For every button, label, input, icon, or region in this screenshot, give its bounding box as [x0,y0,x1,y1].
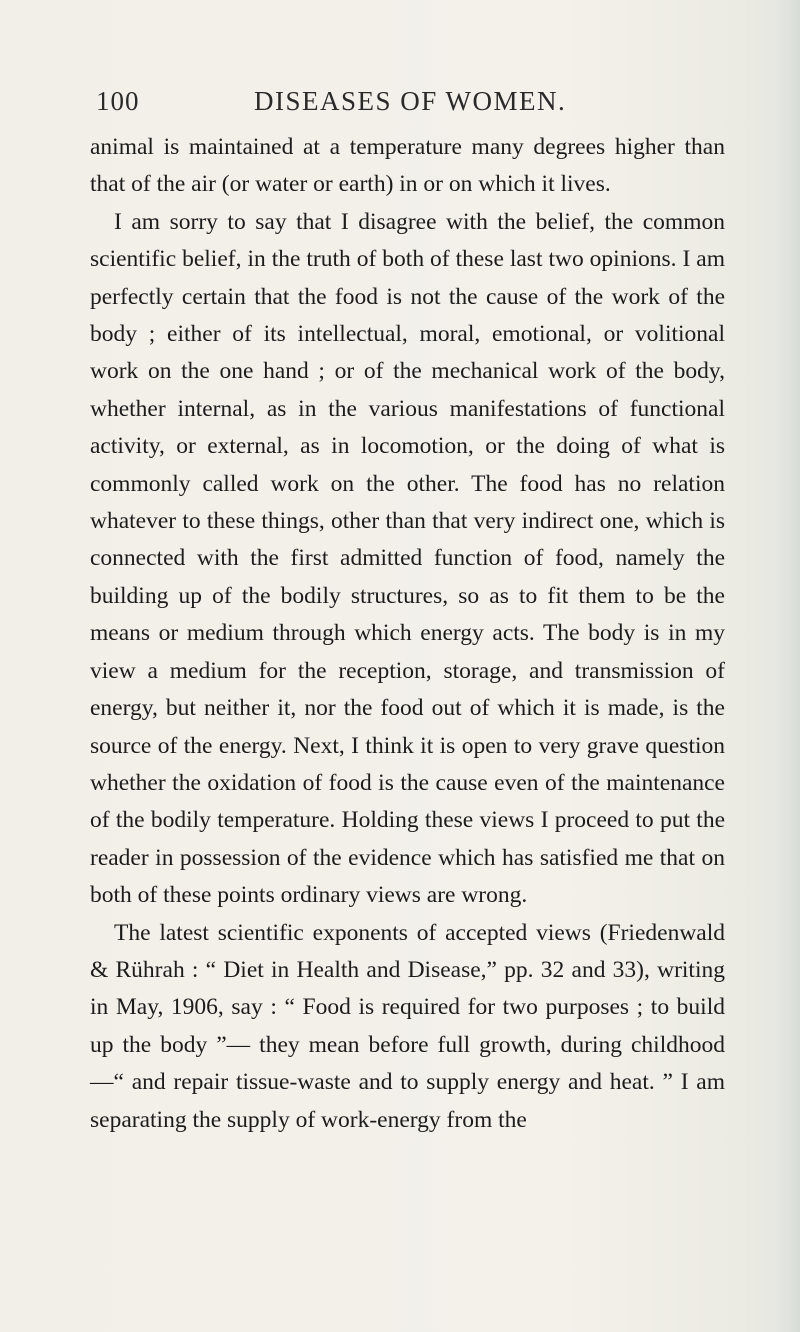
body-text [90,129,725,1139]
paragraph: The latest scientific exponents of accepted views (Friedenwald & Rührah : “ Diet in Health and Disease,” pp. 32 and 33), writing in May, 1906, say : “ Food is required for two purposes ; to build up the body ”— they mean before full growth, during childhood—“ and repair tissue-waste and to supply energy and heat. ” I am separating the supply of work-energy from the [90,919,725,1133]
paragraph-continued: animal is maintained at a temperature many degrees higher than that of the air (or water or earth) in or on which it lives. [90,134,725,198]
running-title: DISEASES OF WOMEN. [254,86,567,116]
page-edge-shadow [774,0,800,1332]
paragraph: I am sorry to say that I disagree with the belief, the common scientific belief, in the truth of both of these last two opinions. I am perfectly certain that the food is not the cause of the work of the body ; either of its intellectual, moral, emotional, or volitional work on the one hand ; or of the mechanical work of the body, whether internal, as in the various manifestations of functional activity, or external, as in locomotion, or the doing of what is commonly called work on the other. The food has no relation whatever to these things, other than that very indirect one, which is connected with the first admitted function of food, namely the building up of the bodily structures, so as to fit them to be the means or medium through which energy acts. The body is in my view a medium for the reception, storage, and transmission of energy, but neither it, nor the food out of which it is made, is the source of the energy. Next, I think it is open to very grave question whether the oxidation of food is the cause even of the maintenance of the bodily temperature. Holding these views I proceed to put the reader in possession of the evidence which has satisfied me that on both of these points ordinary views are wrong. [90,208,725,909]
page-number: 100 [96,86,140,116]
running-header [96,86,716,126]
